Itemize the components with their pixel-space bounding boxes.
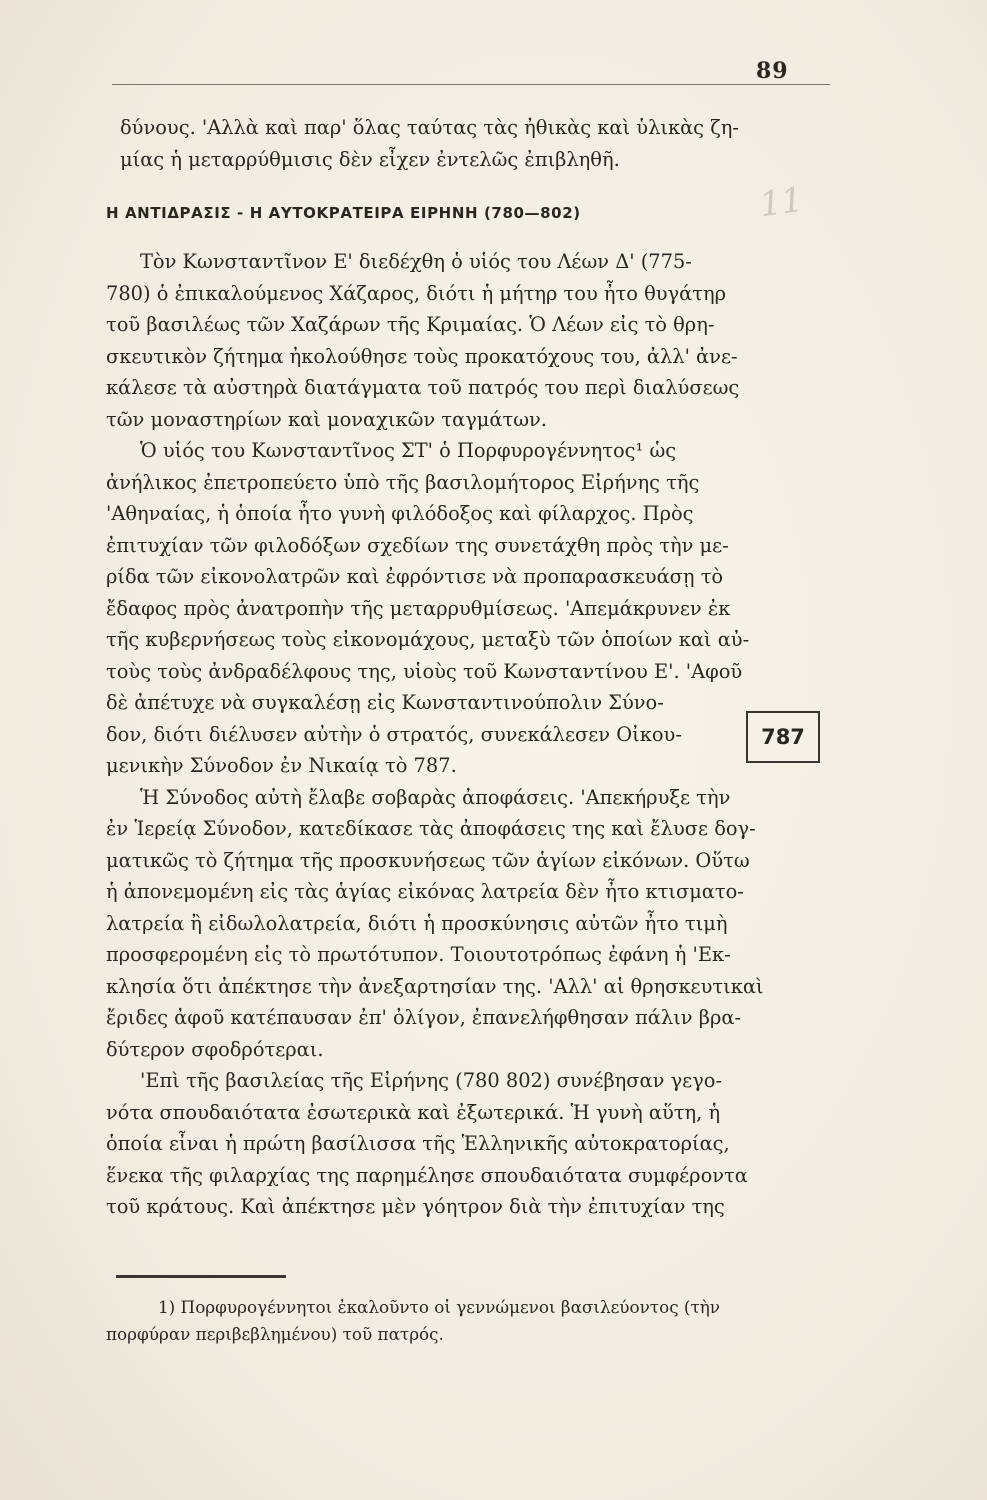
text-line: Ὁ υἱός του Κωνσταντῖνος ΣΤ' ὁ Πορφυρογέννητος¹ ὡς <box>140 439 677 462</box>
footnote-line: 1) Πορφυρογέννητοι ἐκαλοῦντο οἱ γεννώμενοι βασιλεύοντος (τὴν <box>158 1297 721 1317</box>
text-line: ἔριδες ἀφοῦ κατέπαυσαν ἐπ' ὀλίγον, ἐπανελήφθησαν πάλιν βρα- <box>106 1006 742 1029</box>
margin-date-box: 787 <box>746 711 820 763</box>
text-line: τοῦ βασιλέως τῶν Χαζάρων τῆς Κριμαίας. Ὁ Λέων εἰς τὸ θρη- <box>106 313 715 336</box>
text-line: 'Αθηναίας, ἡ ὁποία ἦτο γυνὴ φιλόδοξος καὶ φίλαρχος. Πρὸς <box>106 502 694 525</box>
text-line: νότα σπουδαιότατα ἐσωτερικὰ καὶ ἐξωτερικά. Ἡ γυνὴ αὕτη, ἡ <box>106 1100 721 1124</box>
text-line: κλησία ὅτι ἀπέκτησε τὴν ἀνεξαρτησίαν της. 'Αλλ' αἱ θρησκευτικαὶ <box>106 974 764 998</box>
text-line: δύτερον σφοδρότεραι. <box>106 1037 324 1061</box>
text-line: μίας ἡ μεταρρύθμισις δὲν εἶχεν ἐντελῶς ἐπιβληθῆ. <box>120 147 620 171</box>
text-line: Τὸν Κωνσταντῖνον Ε' διεδέχθη ὁ υἱός του Λέων Δ' (775- <box>140 250 692 273</box>
text-line: ἐν Ἱερείᾳ Σύνοδον, κατεδίκασε τὰς ἀποφάσεις της καὶ ἔλυσε δογ- <box>106 817 756 840</box>
text-line: ἡ ἀπονεμομένη εἰς τὰς ἁγίας εἰκόνας λατρεία δὲν ἦτο κτισματο- <box>106 880 744 903</box>
body-text <box>106 246 830 1223</box>
text-line: δύνους. 'Αλλὰ καὶ παρ' ὅλας ταύτας τὰς ἠθικὰς καὶ ὑλικὰς ζη- <box>120 116 739 139</box>
text-line: ρίδα τῶν εἰκονολατρῶν καὶ ἐφρόντισε νὰ προπαρασκευάσῃ τὸ <box>106 565 724 588</box>
text-line: δον, διότι διέλυσεν αὐτὴν ὁ στρατός, συνεκάλεσεν Οἰκου- <box>106 722 682 746</box>
section-heading: Η ΑΝΤΙΔΡΑΣΙΣ - Η ΑΥΤΟΚΡΑΤΕΙΡΑ ΕΙΡΗΝΗ (780—802) <box>106 204 581 222</box>
intro-paragraph <box>106 112 830 175</box>
text-line: τῆς κυβερνήσεως τοὺς εἰκονομάχους, μεταξὺ τῶν ὁποίων καὶ αὐ- <box>106 628 750 651</box>
text-line: προσφερομένη εἰς τὸ πρωτότυπον. Τοιουτοτρόπως ἐφάνη ἡ 'Εκ- <box>106 943 731 966</box>
text-line: τοῦ κράτους. Καὶ ἀπέκτησε μὲν γόητρον διὰ τὴν ἐπιτυχίαν της <box>106 1195 725 1218</box>
text-line: 'Επὶ τῆς βασιλείας τῆς Εἰρήνης (780 802) συνέβησαν γεγο- <box>140 1069 723 1092</box>
text-line: ὁποία εἶναι ἡ πρώτη βασίλισσα τῆς Ἑλληνικῆς αὐτοκρατορίας, <box>106 1132 730 1155</box>
pencil-mark: 11 <box>757 179 806 226</box>
text-line: ἐπιτυχίαν τῶν φιλοδόξων σχεδίων της συνετάχθη πρὸς τὴν με- <box>106 533 729 557</box>
text-line: τῶν μοναστηρίων καὶ μοναχικῶν ταγμάτων. <box>106 407 547 431</box>
header-rule <box>112 84 830 85</box>
text-line: ἔδαφος πρὸς ἀνατροπὴν τῆς μεταρρυθμίσεως. 'Απεμάκρυνεν ἐκ <box>106 596 731 620</box>
footnote <box>106 1294 836 1348</box>
text-line: σκευτικὸν ζήτημα ἠκολούθησε τοὺς προκατόχους του, ἀλλ' ἀνε- <box>106 344 738 368</box>
text-line: λατρεία ἢ εἰδωλολατρεία, διότι ἡ προσκύνησις αὐτῶν ἦτο τιμὴ <box>106 911 728 935</box>
text-line: δὲ ἀπέτυχε νὰ συγκαλέσῃ εἰς Κωνσταντινούπολιν Σύνο- <box>106 691 664 714</box>
text-line: ματικῶς τὸ ζήτημα τῆς προσκυνήσεως τῶν ἁγίων εἰκόνων. Οὕτω <box>106 848 750 872</box>
page-number: 89 <box>756 58 789 84</box>
text-line: μενικὴν Σύνοδον ἐν Νικαίᾳ τὸ 787. <box>106 754 457 777</box>
text-line: κάλεσε τὰ αὐστηρὰ διατάγματα τοῦ πατρός του περὶ διαλύσεως <box>106 376 740 399</box>
text-line: 780) ὁ ἐπικαλούμενος Χάζαρος, διότι ἡ μήτηρ του ἦτο θυγάτηρ <box>106 281 726 305</box>
text-line: ἀνήλικος ἐπετροπεύετο ὑπὸ τῆς βασιλομήτορος Εἰρήνης τῆς <box>106 470 700 494</box>
footnote-rule <box>116 1275 286 1278</box>
text-line: Ἡ Σύνοδος αὐτὴ ἔλαβε σοβαρὰς ἀποφάσεις. 'Απεκήρυξε τὴν <box>140 785 731 809</box>
footnote-line: πορφύραν περιβεβλημένου) τοῦ πατρός. <box>106 1324 444 1344</box>
text-line: τοὺς τοὺς ἀνδραδέλφους της, υἱοὺς τοῦ Κωνσταντίνου Ε'. 'Αφοῦ <box>106 659 743 683</box>
text-line: ἕνεκα τῆς φιλαρχίας της παρημέλησε σπουδαιότατα συμφέροντα <box>106 1163 748 1187</box>
